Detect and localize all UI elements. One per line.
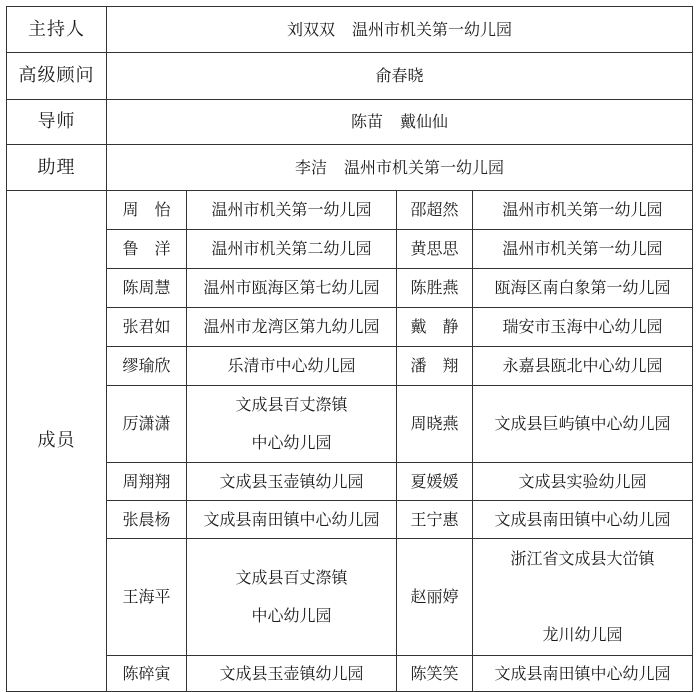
mentor-name: 戴仙仙 bbox=[400, 112, 449, 131]
advisor-label: 高级顾问 bbox=[7, 53, 107, 100]
member-name: 张晨杨 bbox=[107, 501, 187, 539]
member-org: 文成县百丈漈镇 中心幼儿园 bbox=[187, 386, 397, 463]
member-name: 王海平 bbox=[107, 539, 187, 656]
member-row bbox=[7, 230, 693, 269]
assistant-row bbox=[7, 145, 693, 191]
host-label: 主持人 bbox=[7, 7, 107, 53]
member-name: 厉潇潇 bbox=[107, 386, 187, 463]
member-org: 温州市瓯海区第七幼儿园 bbox=[187, 269, 397, 308]
assistant-org: 温州市机关第一幼儿园 bbox=[344, 157, 505, 177]
member-name: 周晓燕 bbox=[397, 386, 473, 463]
roster-table bbox=[6, 6, 693, 692]
member-org: 文成县玉壶镇幼儿园 bbox=[187, 463, 397, 501]
member-name: 邵超然 bbox=[397, 191, 473, 230]
member-row bbox=[7, 308, 693, 347]
member-org: 文成县百丈漈镇 中心幼儿园 bbox=[187, 539, 397, 656]
member-name: 陈碎寅 bbox=[107, 656, 187, 692]
member-name: 陈笑笑 bbox=[397, 656, 473, 692]
member-name: 黄思思 bbox=[397, 230, 473, 269]
member-org: 文成县南田镇中心幼儿园 bbox=[187, 501, 397, 539]
member-org: 温州市机关第一幼儿园 bbox=[473, 230, 693, 269]
member-row bbox=[7, 386, 693, 463]
mentor-row bbox=[7, 100, 693, 145]
member-row bbox=[7, 501, 693, 539]
advisor-row bbox=[7, 53, 693, 100]
member-org: 温州市机关第二幼儿园 bbox=[187, 230, 397, 269]
member-org: 文成县实验幼儿园 bbox=[473, 463, 693, 501]
host-org: 温州市机关第一幼儿园 bbox=[352, 19, 513, 39]
member-org: 瑞安市玉海中心幼儿园 bbox=[473, 308, 693, 347]
mentor-value bbox=[107, 100, 693, 145]
member-org: 文成县南田镇中心幼儿园 bbox=[473, 501, 693, 539]
member-name: 赵丽婷 bbox=[397, 539, 473, 656]
member-org: 乐清市中心幼儿园 bbox=[187, 347, 397, 386]
member-row bbox=[7, 463, 693, 501]
members-label: 成员 bbox=[7, 191, 107, 692]
member-org: 永嘉县瓯北中心幼儿园 bbox=[473, 347, 693, 386]
host-row bbox=[7, 7, 693, 53]
member-row bbox=[7, 347, 693, 386]
member-org: 文成县玉壶镇幼儿园 bbox=[187, 656, 397, 692]
member-org: 温州市龙湾区第九幼儿园 bbox=[187, 308, 397, 347]
host-value bbox=[107, 7, 693, 53]
member-row bbox=[7, 539, 693, 656]
member-row bbox=[7, 656, 693, 692]
member-name: 戴 静 bbox=[397, 308, 473, 347]
advisor-name: 俞春晓 bbox=[107, 53, 693, 100]
member-name: 潘 翔 bbox=[397, 347, 473, 386]
member-name: 陈胜燕 bbox=[397, 269, 473, 308]
member-org: 温州市机关第一幼儿园 bbox=[187, 191, 397, 230]
member-org: 文成县南田镇中心幼儿园 bbox=[473, 656, 693, 692]
member-name: 张君如 bbox=[107, 308, 187, 347]
member-name: 王宁惠 bbox=[397, 501, 473, 539]
mentor-name: 陈苗 bbox=[350, 112, 383, 131]
assistant-value bbox=[107, 145, 693, 191]
member-name: 周翔翔 bbox=[107, 463, 187, 501]
host-name: 刘双双 bbox=[286, 19, 335, 39]
member-name: 鲁 洋 bbox=[107, 230, 187, 269]
mentor-label: 导师 bbox=[7, 100, 107, 145]
assistant-name: 李洁 bbox=[294, 157, 327, 177]
member-name: 周 怡 bbox=[107, 191, 187, 230]
member-name: 缪瑜欣 bbox=[107, 347, 187, 386]
member-org: 瓯海区南白象第一幼儿园 bbox=[473, 269, 693, 308]
member-name: 夏媛媛 bbox=[397, 463, 473, 501]
member-org: 浙江省文成县大峃镇 龙川幼儿园 bbox=[473, 539, 693, 656]
member-row bbox=[7, 191, 693, 230]
member-org: 文成县巨屿镇中心幼儿园 bbox=[473, 386, 693, 463]
member-row bbox=[7, 269, 693, 308]
assistant-label: 助理 bbox=[7, 145, 107, 191]
member-org: 温州市机关第一幼儿园 bbox=[473, 191, 693, 230]
member-name: 陈周慧 bbox=[107, 269, 187, 308]
